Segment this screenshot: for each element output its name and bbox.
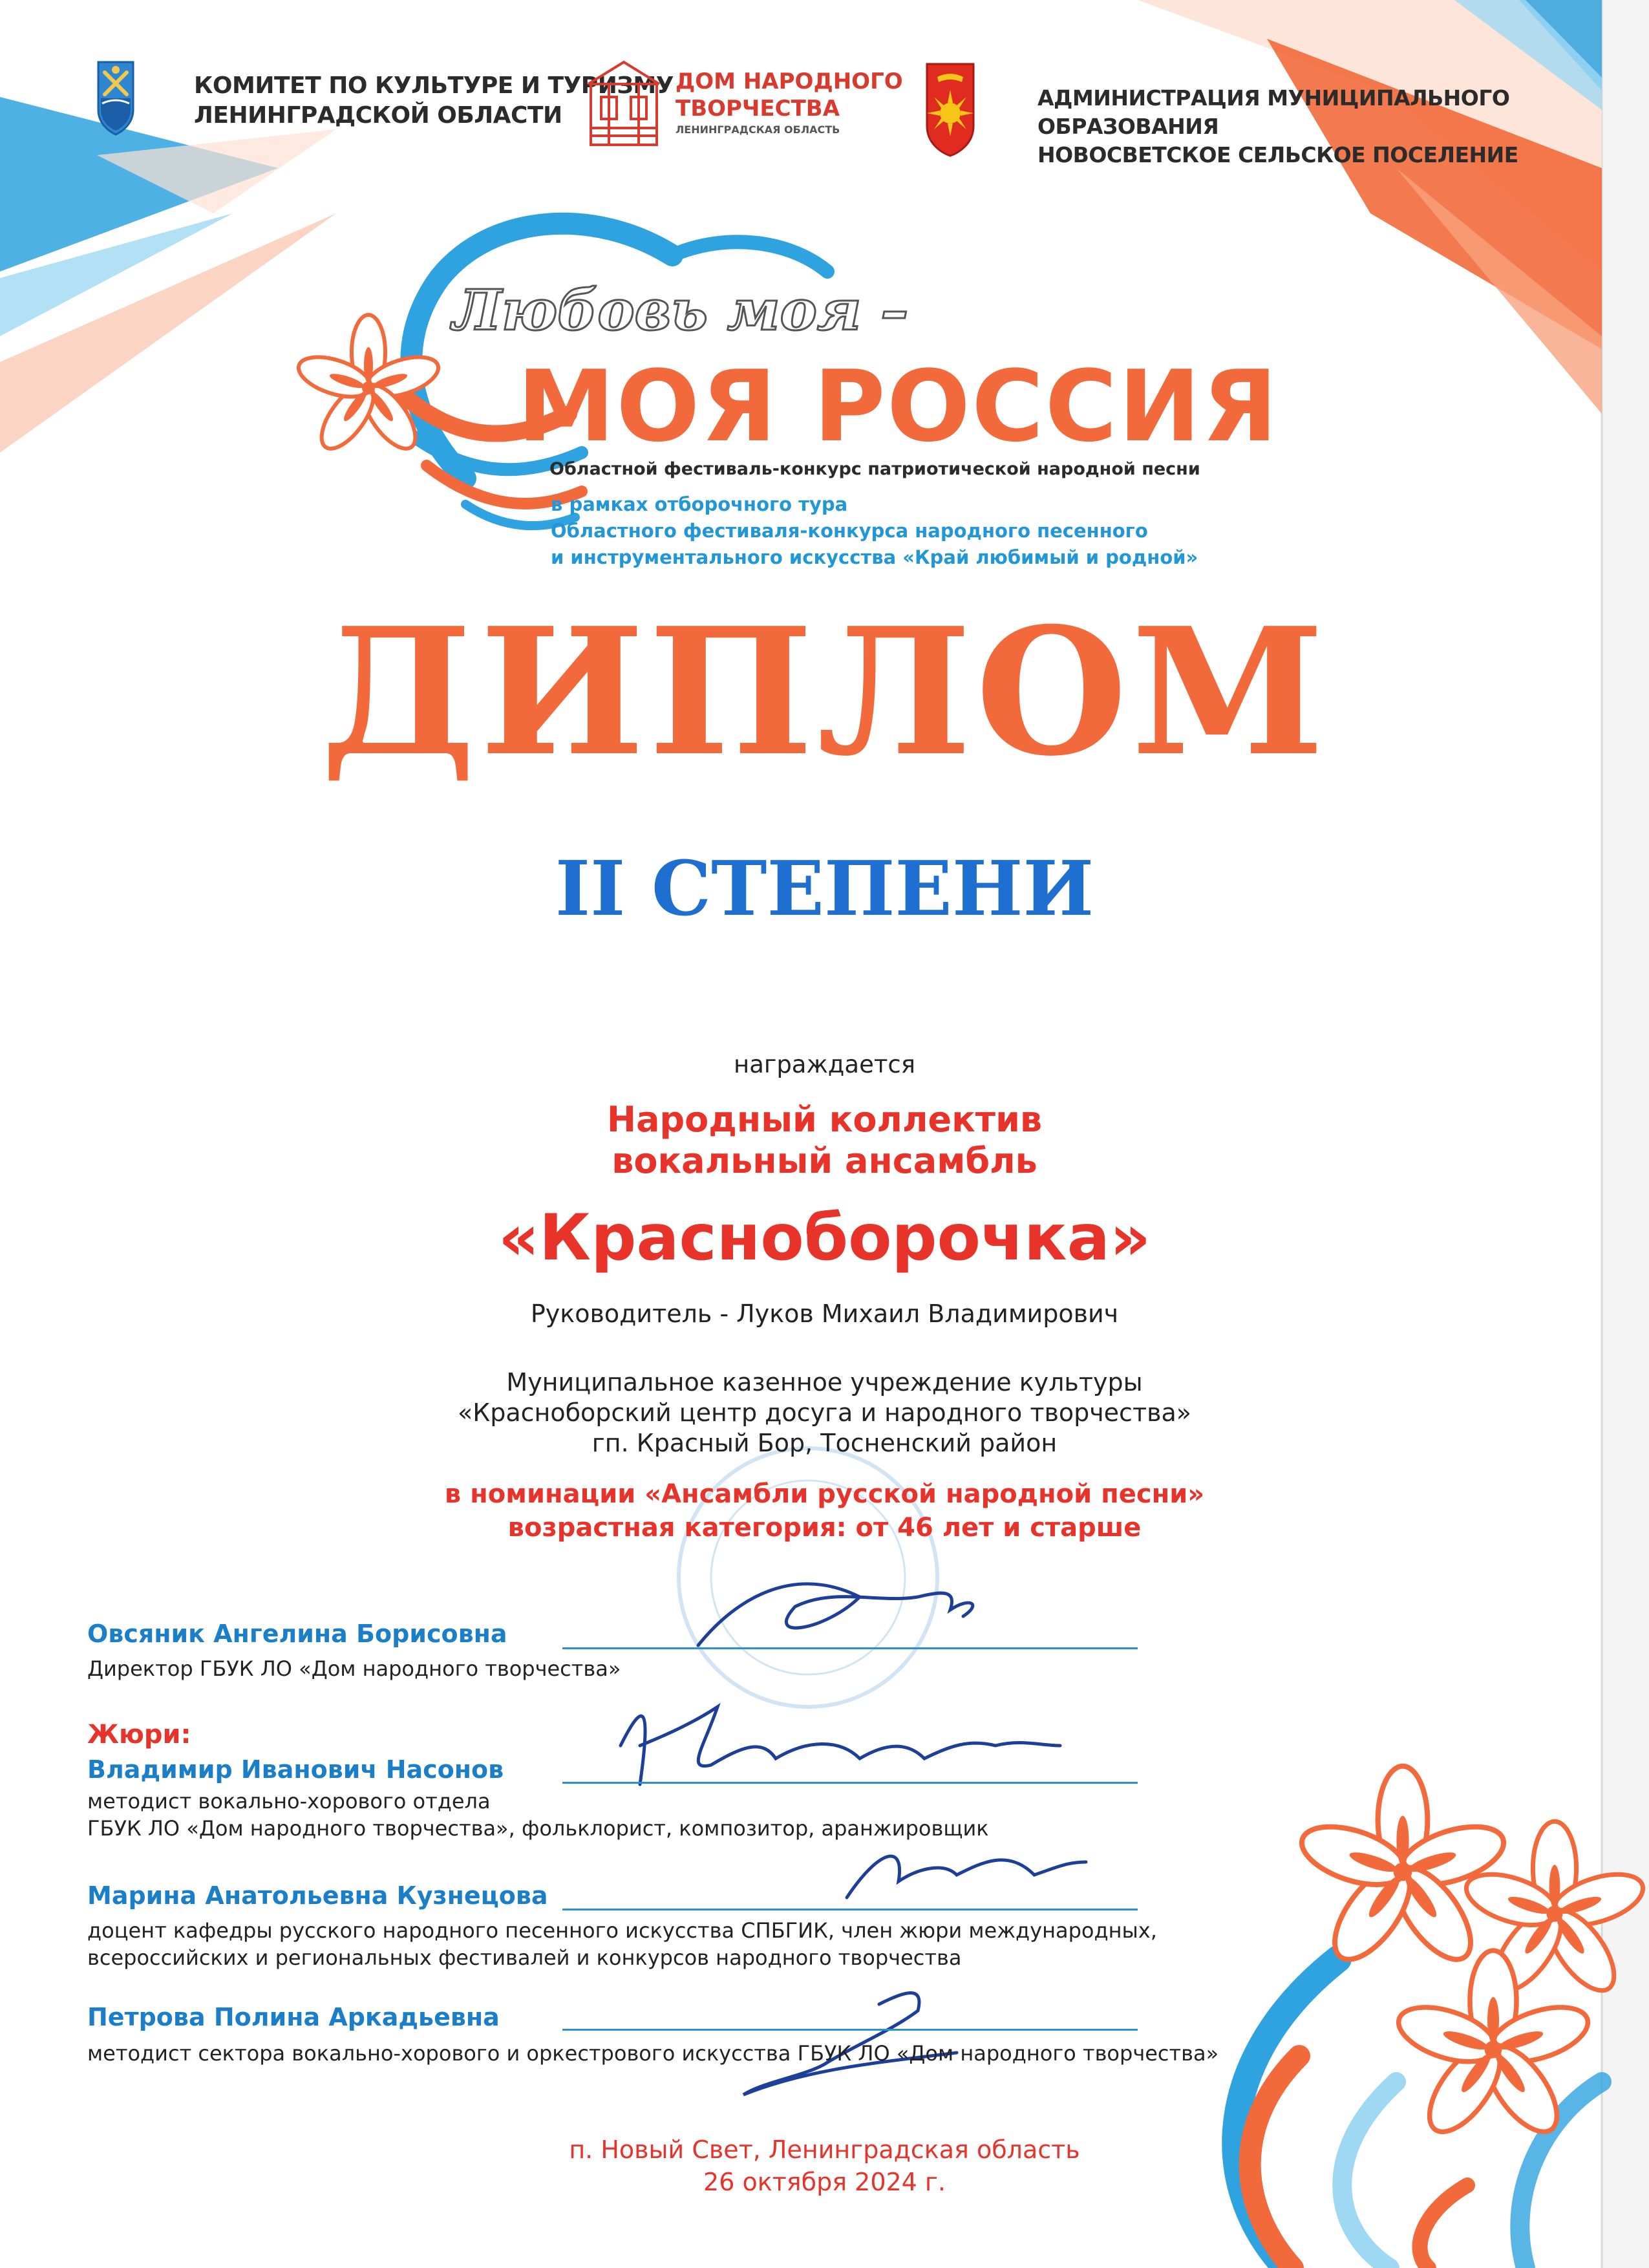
dom-line2: ТВОРЧЕСТВА — [676, 96, 840, 122]
director-signature-line — [562, 1647, 1138, 1649]
festival-main-title: МОЯ РОССИЯ — [517, 349, 1279, 464]
top-left-ribbons — [0, 97, 336, 453]
festival-script-title: Любовь моя – — [452, 278, 909, 343]
nomination-line: в номинации «Ансамбли русской народной песни» — [444, 1479, 1205, 1509]
festival-subtitle: Областной фестиваль-конкурс патриотической народной песни — [549, 459, 1200, 479]
novosvet-coat-of-arms-icon — [924, 61, 976, 158]
administration-name — [1037, 84, 1649, 169]
jury-member-2-signature-line — [562, 1909, 1138, 1910]
jury-member-3-role — [87, 2040, 1218, 2067]
jury-member-1-signature-line — [562, 1782, 1138, 1784]
festival-context-line1: в рамках отборочного тура — [551, 493, 848, 515]
dom-logo-text — [676, 68, 903, 138]
awarded-label: награждается — [734, 1051, 915, 1078]
committee-line2: ЛЕНИНГРАДСКОЙ ОБЛАСТИ — [194, 102, 562, 129]
recipient-line1: Народный коллектив — [606, 1099, 1043, 1140]
administration-line1: АДМИНИСТРАЦИЯ МУНИЦИПАЛЬНОГО ОБРАЗОВАНИЯ — [1037, 85, 1510, 139]
administration-line2: НОВОСВЕТСКОЕ СЕЛЬСКОЕ ПОСЕЛЕНИЕ — [1037, 142, 1518, 167]
diploma-degree: II СТЕПЕНИ — [555, 845, 1094, 933]
jury-member-1-role-line1: методист вокально-хорового отдела — [87, 1789, 491, 1813]
leader-line: Руководитель - Луков Михаил Владимирович — [530, 1300, 1119, 1328]
recipient-line2: вокальный ансамбль — [612, 1140, 1037, 1181]
jury-member-3-role-line1: методист сектора вокально-хорового и оркестрового искусства ГБУК ЛО «Дом народного творчества» — [87, 2041, 1219, 2066]
jury-member-2-role — [87, 1917, 1157, 1971]
jury-member-3-name: Петрова Полина Аркадьевна — [87, 2003, 500, 2031]
diploma-title: ДИПЛОМ — [321, 589, 1328, 795]
committee-line1: КОМИТЕТ ПО КУЛЬТУРЕ И ТУРИЗМУ — [194, 72, 674, 99]
organization-line3: гп. Красный Бор, Тосненский район — [591, 1429, 1058, 1457]
organization-line1: Муниципальное казенное учреждение культуры — [506, 1368, 1143, 1396]
jury-label: Жюри: — [87, 1720, 191, 1749]
director-name: Овсяник Ангелина Борисовна — [87, 1620, 507, 1648]
recipient-name: «Красноборочка» — [498, 1201, 1151, 1275]
age-category-line: возрастная категория: от 46 лет и старше — [507, 1513, 1142, 1543]
festival-context — [551, 491, 1198, 571]
nomination-block — [0, 1477, 1649, 1545]
recipient-description — [0, 1099, 1649, 1182]
jury-member-2-role-line1: доцент кафедры русского народного песенного искусства СПБГИК, член жюри международных, — [87, 1918, 1157, 1943]
jury-member-1-name: Владимир Иванович Насонов — [87, 1755, 504, 1784]
festival-context-line2: Областного фестиваля-конкурса народного песенного — [551, 520, 1148, 542]
director-role: Директор ГБУК ЛО «Дом народного творчества» — [87, 1656, 621, 1681]
organization-line2: «Красноборский центр досуга и народного творчества» — [457, 1398, 1192, 1427]
footer-date: 26 октября 2024 г. — [703, 2168, 946, 2196]
leningrad-coat-of-arms-icon — [96, 58, 136, 136]
jury-member-2-name: Марина Анатольевна Кузнецова — [87, 1881, 548, 1910]
jury-member-1-role-line2: ГБУК ЛО «Дом народного творчества», фольклорист, композитор, аранжировщик — [87, 1816, 989, 1841]
dom-line3: ЛЕНИНГРАДСКАЯ ОБЛАСТЬ — [676, 123, 840, 136]
footer-place: п. Новый Свет, Ленинградская область — [569, 2135, 1080, 2164]
jury-member-2-role-line2: всероссийских и региональных фестивалей и конкурсов народного творчества — [87, 1945, 962, 1970]
festival-context-line3: и инструментального искусства «Край любимый и родной» — [551, 546, 1198, 568]
organization — [0, 1367, 1649, 1459]
jury-member-1-role — [87, 1788, 989, 1842]
dom-line1: ДОМ НАРОДНОГО — [676, 69, 903, 94]
footer — [0, 2134, 1649, 2198]
jury-member-3-signature-line — [562, 2029, 1138, 2031]
folk-house-logo-icon — [582, 58, 666, 149]
